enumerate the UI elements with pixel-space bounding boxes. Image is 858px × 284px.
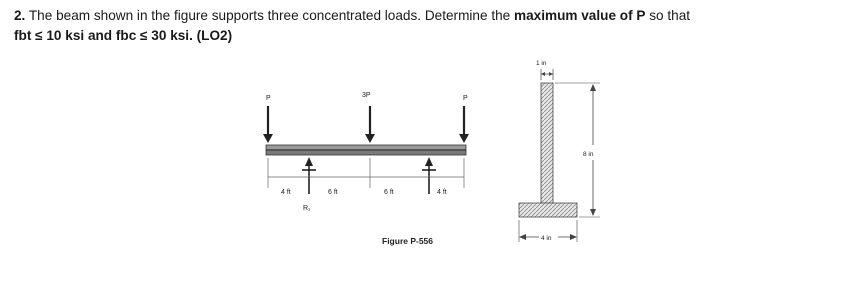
cross-section (519, 83, 577, 217)
height-label: 8 in (583, 151, 594, 158)
support-reaction-left (302, 157, 316, 194)
span-label-1: 4 ft (281, 189, 291, 196)
span-dimension-line (268, 158, 464, 188)
span-label-3: 6 ft (384, 189, 394, 196)
problem-text-1: The beam shown in the figure supports three concentrated loads. Determine the (25, 8, 514, 23)
reaction-label: R₁ (303, 205, 311, 212)
problem-emphasis: maximum value of P (514, 8, 646, 23)
load-arrow-left (263, 106, 273, 143)
load-arrow-middle (365, 106, 375, 143)
load-label-right: P (463, 95, 468, 102)
load-label-left: P (266, 95, 271, 102)
flange-width-label: 1 in (536, 60, 547, 67)
span-label-4: 4 ft (437, 189, 447, 196)
support-reaction-right (422, 157, 436, 194)
height-dimension (555, 83, 600, 217)
problem-text-2: so that (645, 8, 691, 23)
beam (266, 145, 466, 155)
load-label-middle: 3P (362, 92, 371, 99)
problem-line-2: fbt ≤ 10 ksi and fbc ≤ 30 ksi. (LO2) (14, 28, 233, 43)
span-label-2: 6 ft (328, 189, 338, 196)
flange-width-dimension (541, 69, 553, 80)
figure-caption: Figure P-556 (382, 236, 434, 246)
load-arrow-right (459, 106, 469, 143)
bottom-width-label: 4 in (541, 235, 552, 242)
problem-number: 2. (14, 8, 26, 23)
